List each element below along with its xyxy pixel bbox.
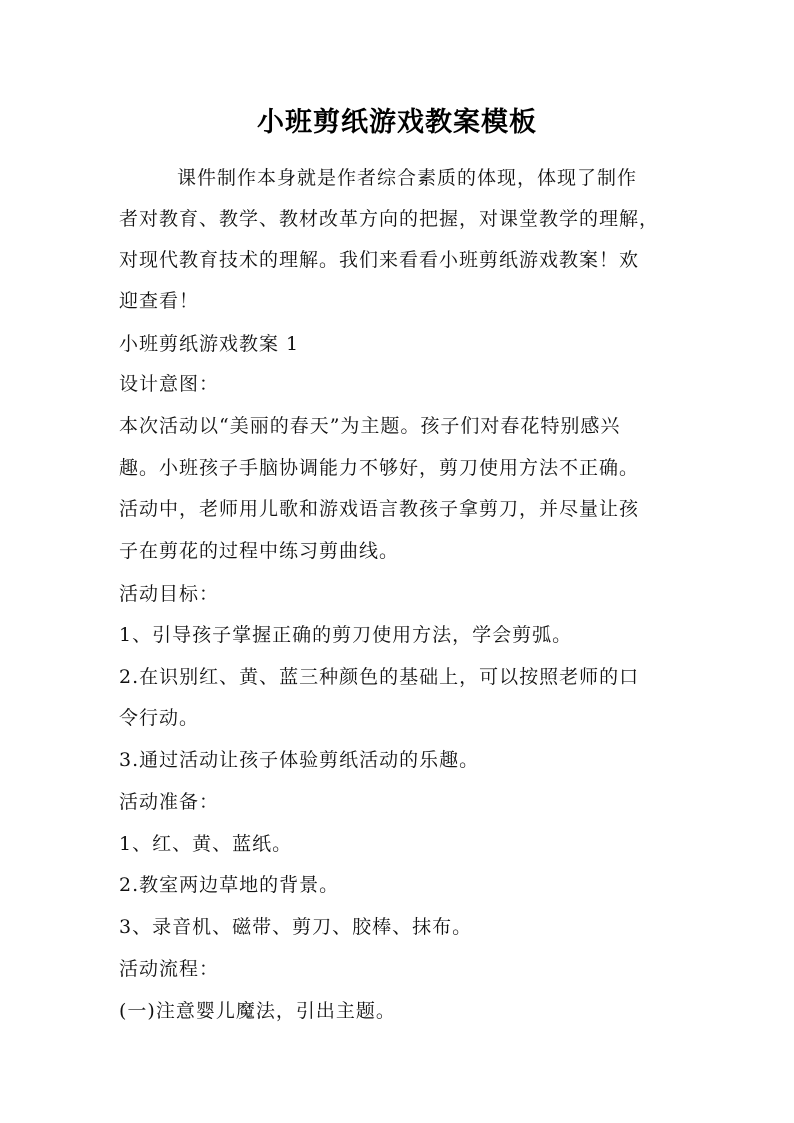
goal-item: 3.通过活动让孩子体验剪纸活动的乐趣。	[119, 749, 480, 771]
prep-heading: 活动准备：	[119, 791, 220, 813]
process-item: (一)注意婴儿魔法，引出主题。	[119, 1000, 396, 1022]
process-heading: 活动流程：	[119, 958, 220, 980]
design-line: 活动中，老师用儿歌和游戏语言教孩子拿剪刀，并尽量让孩	[119, 498, 640, 520]
lesson-heading: 小班剪纸游戏教案 1	[119, 333, 300, 355]
prep-item: 3、录音机、磁带、剪刀、胶棒、抹布。	[119, 916, 473, 938]
document-title: 小班剪纸游戏教案模板	[257, 107, 537, 138]
intro-line: 对现代教育技术的理解。我们来看看小班剪纸游戏教案！欢	[119, 249, 640, 271]
goal-item: 1、引导孩子掌握正确的剪刀使用方法，学会剪弧。	[119, 624, 573, 646]
design-line: 子在剪花的过程中练习剪曲线。	[119, 540, 400, 562]
intro-line: 者对教育、教学、教材改革方向的把握，对课堂教学的理解，	[119, 208, 660, 230]
intro-line: 课件制作本身就是作者综合素质的体现，体现了制作	[177, 167, 638, 189]
prep-item: 1、红、黄、蓝纸。	[119, 833, 293, 855]
goal-item: 2.在识别红、黄、蓝三种颜色的基础上，可以按照老师的口	[119, 666, 640, 688]
goals-heading: 活动目标：	[119, 583, 220, 605]
prep-item: 2.教室两边草地的背景。	[119, 874, 340, 896]
design-line: 本次活动以“美丽的春天”为主题。孩子们对春花特别感兴	[119, 415, 621, 437]
goal-item: 令行动。	[119, 707, 200, 729]
intro-line: 迎查看！	[119, 290, 200, 312]
design-heading: 设计意图：	[119, 373, 220, 395]
design-line: 趣。小班孩子手脑协调能力不够好，剪刀使用方法不正确。	[119, 457, 640, 479]
